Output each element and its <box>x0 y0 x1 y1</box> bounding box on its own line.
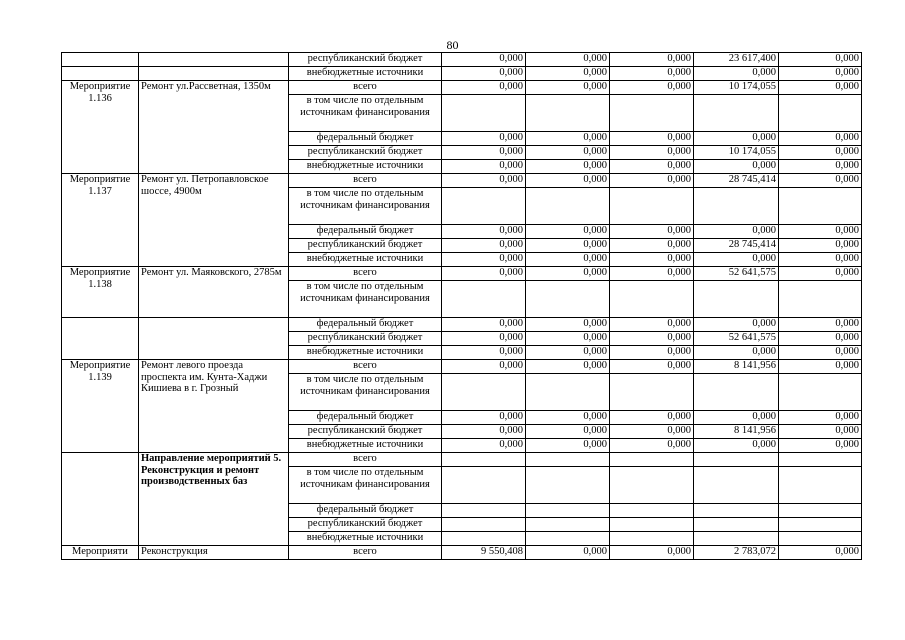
source-label: федеральный бюджет <box>289 504 442 518</box>
table-cell: 0,000 <box>442 132 526 146</box>
table-cell: 0,000 <box>442 346 526 360</box>
table-row <box>62 546 862 560</box>
table-cell: 23 617,400 <box>694 53 779 67</box>
table-cell: 0,000 <box>779 225 862 239</box>
table-cell: 0,000 <box>779 332 862 346</box>
source-label: всего <box>289 81 442 95</box>
table-cell: 0,000 <box>694 253 779 267</box>
source-label: республиканский бюджет <box>289 332 442 346</box>
source-label: внебюджетные источники <box>289 253 442 267</box>
table-cell: 0,000 <box>442 239 526 253</box>
table-cell: 0,000 <box>779 346 862 360</box>
table-cell: 0,000 <box>526 318 610 332</box>
measure-name: Реконструкция <box>139 546 289 560</box>
table-cell: 0,000 <box>610 425 694 439</box>
table-cell: 28 745,414 <box>694 239 779 253</box>
table-cell: 0,000 <box>694 346 779 360</box>
table-cell: 0,000 <box>526 81 610 95</box>
source-label: внебюджетные источники <box>289 439 442 453</box>
table-cell: 0,000 <box>526 174 610 188</box>
table-cell: 0,000 <box>442 67 526 81</box>
measure-id: Мероприятие 1.138 <box>62 267 139 318</box>
measure-id: Мероприятие 1.136 <box>62 81 139 174</box>
table-cell: 0,000 <box>442 253 526 267</box>
source-label: внебюджетные источники <box>289 346 442 360</box>
source-label: федеральный бюджет <box>289 411 442 425</box>
table-row <box>62 267 862 281</box>
table-cell: 0,000 <box>610 346 694 360</box>
table-cell: 0,000 <box>442 360 526 374</box>
measure-id: Мероприятие 1.137 <box>62 174 139 267</box>
table-cell: 0,000 <box>779 53 862 67</box>
table-row <box>62 453 862 467</box>
source-label: федеральный бюджет <box>289 225 442 239</box>
table-cell: 0,000 <box>526 439 610 453</box>
table-cell: 10 174,055 <box>694 146 779 160</box>
table-cell: 0,000 <box>526 239 610 253</box>
table-cell: 0,000 <box>779 439 862 453</box>
table-cell: 0,000 <box>442 225 526 239</box>
table-cell: 0,000 <box>526 346 610 360</box>
table-cell: 0,000 <box>526 132 610 146</box>
table-cell: 0,000 <box>526 360 610 374</box>
table-cell: 0,000 <box>694 132 779 146</box>
table-cell: 0,000 <box>610 146 694 160</box>
table-cell: 9 550,408 <box>442 546 526 560</box>
table-cell: 52 641,575 <box>694 267 779 281</box>
measure-id: Мероприяти <box>62 546 139 560</box>
table-cell: 0,000 <box>442 439 526 453</box>
table-cell: 0,000 <box>442 332 526 346</box>
source-label: в том числе по отдельным источникам финансирования <box>289 95 442 132</box>
table-cell: 0,000 <box>694 411 779 425</box>
table-cell: 0,000 <box>610 332 694 346</box>
table-cell: 0,000 <box>779 425 862 439</box>
source-label: всего <box>289 546 442 560</box>
page-number: 80 <box>446 38 459 52</box>
table-cell: 0,000 <box>442 174 526 188</box>
table-cell: 0,000 <box>610 318 694 332</box>
table-cell: 0,000 <box>610 239 694 253</box>
source-label: внебюджетные источники <box>289 532 442 546</box>
source-label: республиканский бюджет <box>289 425 442 439</box>
source-label: всего <box>289 360 442 374</box>
table-cell: 0,000 <box>610 67 694 81</box>
measure-id: Мероприятие 1.139 <box>62 360 139 453</box>
table-row <box>62 318 862 332</box>
source-label: внебюджетные источники <box>289 67 442 81</box>
table-cell: 0,000 <box>526 546 610 560</box>
table-cell: 0,000 <box>694 225 779 239</box>
source-label: федеральный бюджет <box>289 132 442 146</box>
source-label: федеральный бюджет <box>289 318 442 332</box>
table-cell: 0,000 <box>442 267 526 281</box>
source-label: в том числе по отдельным источникам финансирования <box>289 281 442 318</box>
table-cell: 0,000 <box>610 253 694 267</box>
table-cell: 0,000 <box>526 267 610 281</box>
table-cell: 0,000 <box>779 318 862 332</box>
table-cell: 0,000 <box>779 239 862 253</box>
table-cell: 0,000 <box>526 53 610 67</box>
table-cell: 52 641,575 <box>694 332 779 346</box>
table-cell: 28 745,414 <box>694 174 779 188</box>
table-cell: 0,000 <box>610 160 694 174</box>
table-cell: 0,000 <box>442 425 526 439</box>
table-cell: 0,000 <box>779 253 862 267</box>
table-cell: 0,000 <box>610 53 694 67</box>
source-label: в том числе по отдельным источникам финансирования <box>289 374 442 411</box>
source-label: республиканский бюджет <box>289 146 442 160</box>
table-cell: 0,000 <box>526 425 610 439</box>
measure-name: Ремонт ул. Петропавловское шоссе, 4900м <box>139 174 289 267</box>
table-cell: 0,000 <box>694 439 779 453</box>
table-cell: 10 174,055 <box>694 81 779 95</box>
table-cell: 0,000 <box>442 81 526 95</box>
table-cell: 0,000 <box>610 411 694 425</box>
table-cell: 0,000 <box>610 174 694 188</box>
table-cell: 0,000 <box>779 267 862 281</box>
measure-name: Ремонт ул. Маяковского, 2785м <box>139 267 289 318</box>
table-cell: 0,000 <box>610 225 694 239</box>
source-label: республиканский бюджет <box>289 239 442 253</box>
budget-table <box>61 52 862 560</box>
table-cell: 0,000 <box>610 132 694 146</box>
source-label: всего <box>289 267 442 281</box>
table-cell: 8 141,956 <box>694 425 779 439</box>
table-cell: 0,000 <box>526 411 610 425</box>
table-cell: 0,000 <box>779 546 862 560</box>
table-row <box>62 67 862 81</box>
table-cell: 0,000 <box>526 225 610 239</box>
table-cell: 0,000 <box>779 174 862 188</box>
table-cell: 0,000 <box>779 160 862 174</box>
table-cell: 0,000 <box>442 160 526 174</box>
table-cell: 0,000 <box>779 132 862 146</box>
table-cell: 0,000 <box>526 253 610 267</box>
table-cell: 0,000 <box>610 360 694 374</box>
measure-name: Ремонт ул.Рассветная, 1350м <box>139 81 289 174</box>
table-cell: 8 141,956 <box>694 360 779 374</box>
table-row <box>62 174 862 188</box>
table-cell: 0,000 <box>779 146 862 160</box>
table-cell: 0,000 <box>610 81 694 95</box>
table-row <box>62 53 862 67</box>
source-label: всего <box>289 174 442 188</box>
table-cell: 0,000 <box>779 360 862 374</box>
measure-name: Ремонт левого проезда проспекта им. Кунта-Хаджи Кишиева в г. Грозный <box>139 360 289 453</box>
source-label: всего <box>289 453 442 467</box>
table-cell: 0,000 <box>694 67 779 81</box>
table-cell: 0,000 <box>610 546 694 560</box>
table-cell: 0,000 <box>442 146 526 160</box>
table-cell: 2 783,072 <box>694 546 779 560</box>
direction-name: Направление мероприятий 5. Реконструкция и ремонт производственных баз <box>139 453 289 546</box>
table-cell: 0,000 <box>610 267 694 281</box>
table-cell: 0,000 <box>526 67 610 81</box>
table-cell: 0,000 <box>442 411 526 425</box>
table-cell: 0,000 <box>442 318 526 332</box>
table-cell: 0,000 <box>526 160 610 174</box>
table-row <box>62 360 862 374</box>
table-cell: 0,000 <box>610 439 694 453</box>
table-cell: 0,000 <box>779 411 862 425</box>
table-cell: 0,000 <box>694 160 779 174</box>
table-cell: 0,000 <box>442 53 526 67</box>
table-cell: 0,000 <box>779 81 862 95</box>
source-label: в том числе по отдельным источникам финансирования <box>289 188 442 225</box>
source-label: в том числе по отдельным источникам финансирования <box>289 467 442 504</box>
source-label: внебюджетные источники <box>289 160 442 174</box>
table-row <box>62 81 862 95</box>
source-label: республиканский бюджет <box>289 53 442 67</box>
source-label: республиканский бюджет <box>289 518 442 532</box>
table-cell: 0,000 <box>694 318 779 332</box>
table-cell: 0,000 <box>526 332 610 346</box>
table-cell: 0,000 <box>779 67 862 81</box>
table-cell: 0,000 <box>526 146 610 160</box>
